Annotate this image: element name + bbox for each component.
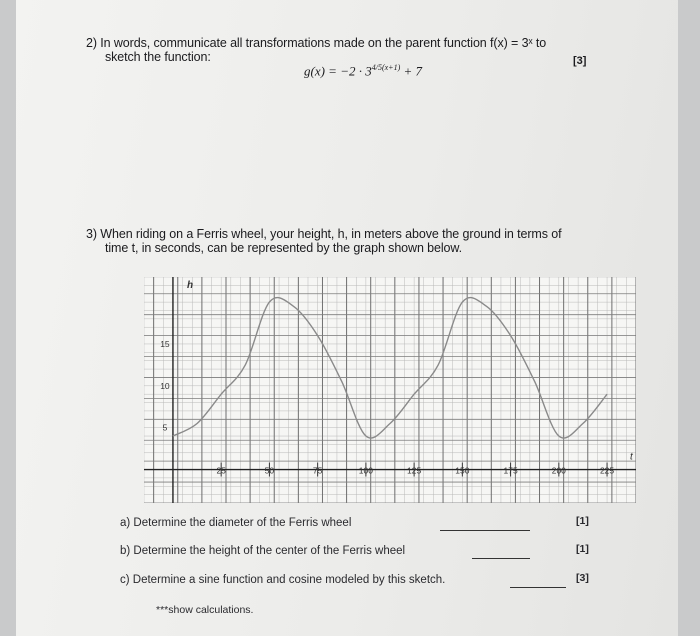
- x-tick-label: 50: [264, 465, 275, 476]
- worksheet-page: [16, 0, 678, 636]
- y-tick-label: 15: [160, 338, 170, 349]
- part-b-answer-blank[interactable]: [472, 558, 530, 559]
- x-tick-label: 100: [358, 465, 373, 476]
- formula-base: g(x) = −2 · 3: [304, 63, 372, 79]
- part-c-marks: [3]: [576, 572, 589, 584]
- question-2-marks: [3]: [573, 55, 587, 67]
- formula-constant: + 7: [400, 63, 423, 79]
- x-axis-label: t: [630, 451, 633, 463]
- part-c-text: c) Determine a sine function and cosine modeled by this sketch.: [120, 574, 446, 586]
- question-3-line-1: 3) When riding on a Ferris wheel, your height, h, in meters above the ground in terms of: [86, 227, 562, 241]
- x-tick-label: 25: [216, 465, 226, 476]
- question-2-line-1: 2) In words, communicate all transformations made on the parent function f(x) = 3ˣ to: [86, 36, 547, 50]
- part-b-marks: [1]: [576, 543, 589, 555]
- part-a-text: a) Determine the diameter of the Ferris wheel: [120, 517, 352, 529]
- part-b-text: b) Determine the height of the center of the Ferris wheel: [120, 545, 406, 557]
- part-a-answer-blank[interactable]: [440, 530, 530, 531]
- x-tick-label: 125: [407, 465, 422, 476]
- y-axis-label: h: [186, 280, 194, 291]
- x-tick-label: 200: [551, 465, 566, 476]
- x-tick-label: 75: [312, 465, 323, 476]
- question-2-line-2: sketch the function:: [105, 50, 211, 64]
- y-tick-label: 10: [160, 380, 170, 391]
- ferris-wheel-height-chart: [144, 277, 636, 503]
- x-tick-label: 225: [599, 465, 615, 476]
- transformed-function-formula: [304, 63, 422, 79]
- show-calculations-note: ***show calculations.: [156, 604, 254, 616]
- x-tick-label: 150: [455, 465, 470, 476]
- part-c-answer-blank[interactable]: [510, 587, 566, 588]
- y-tick-label: 5: [162, 422, 168, 433]
- formula-exponent: 4/5(x+1): [371, 63, 401, 72]
- question-3-line-2: time t, in seconds, can be represented by the graph shown below.: [105, 241, 463, 255]
- part-a-marks: [1]: [576, 515, 589, 527]
- x-tick-label: 175: [503, 465, 518, 476]
